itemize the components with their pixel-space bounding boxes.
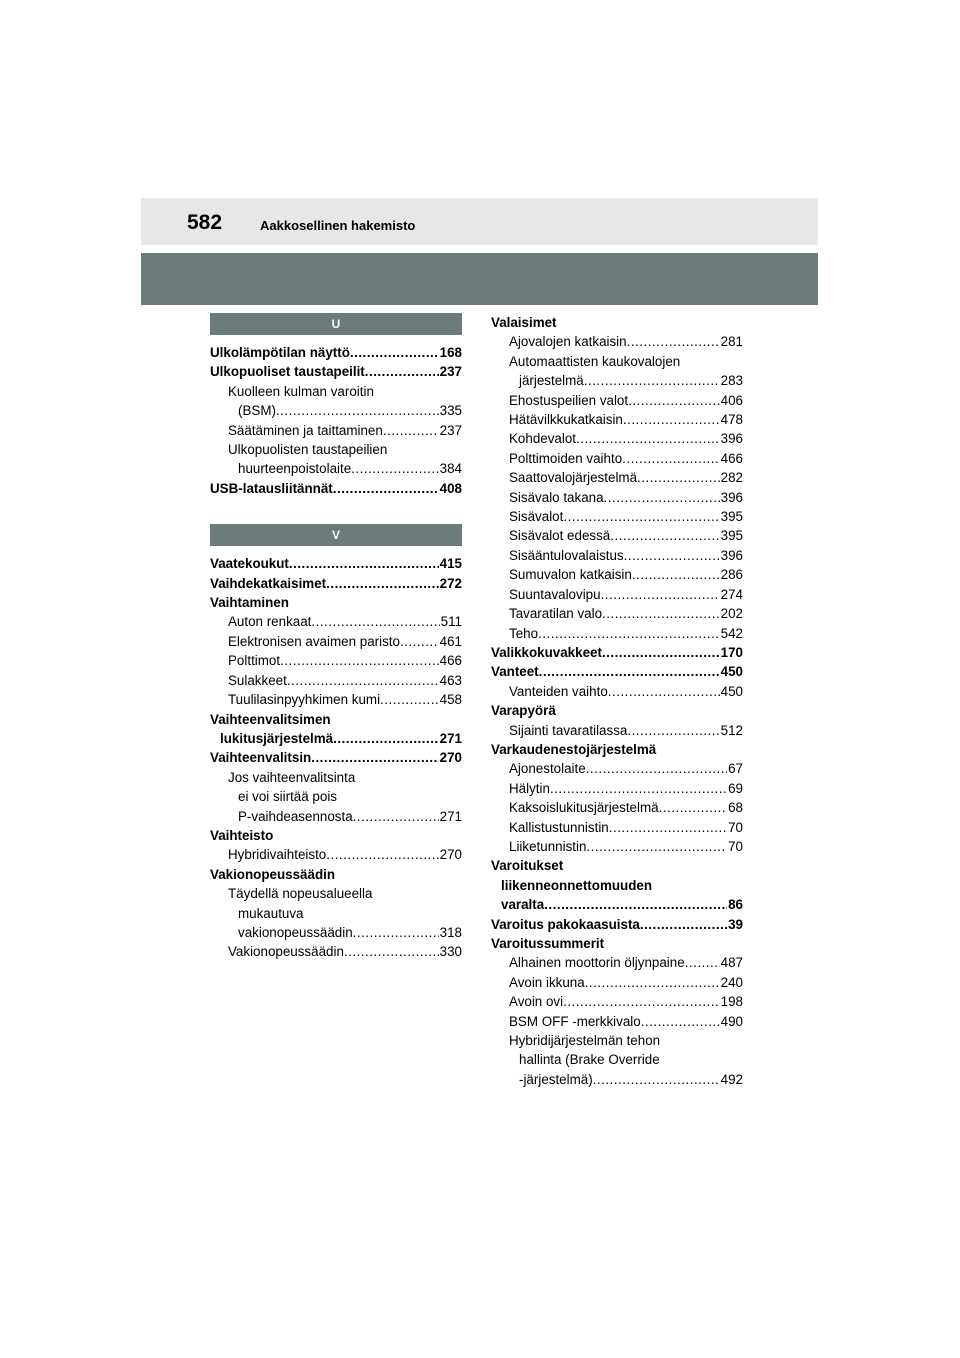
index-entry	[491, 662, 743, 681]
index-entry-label: järjestelmä	[519, 373, 584, 389]
dot-leader	[623, 410, 720, 429]
index-entry-page: 270	[439, 847, 462, 863]
dot-leader	[326, 574, 439, 593]
index-entry	[491, 973, 743, 992]
index-entry-page: 512	[720, 722, 743, 738]
decorative-band	[141, 253, 818, 305]
index-entry-label: Hätävilkkukatkaisin	[509, 412, 623, 428]
index-entry: ei voi siirtää pois	[238, 789, 337, 805]
dot-leader	[563, 992, 720, 1011]
index-entry-page: 466	[439, 653, 462, 669]
index-entry-label: huurteenpoistolaite	[238, 461, 352, 477]
index-entry-label: varalta	[501, 897, 545, 913]
index-entry	[491, 449, 743, 468]
index-entry-label: Vaihdekatkaisimet	[210, 575, 327, 591]
dot-leader	[351, 459, 438, 478]
index-entry-label: Polttimot	[228, 653, 281, 669]
index-entry-page: 283	[720, 373, 743, 389]
index-entry-label: Ajovalojen katkaisin	[509, 334, 627, 350]
index-entry-label: Ulkolämpötilan näyttö	[210, 345, 350, 360]
index-entry-page: 542	[720, 625, 743, 641]
index-entry-page: 270	[439, 750, 462, 766]
dot-leader	[383, 421, 439, 440]
index-entry-page: 282	[720, 470, 743, 486]
index-entry: Varoitussummerit	[491, 936, 605, 951]
index-entry-label: Vanteet	[491, 664, 539, 680]
index-entry	[491, 953, 743, 972]
index-entry	[210, 807, 462, 826]
dot-leader	[333, 729, 439, 748]
index-entry-label: Saattovalojärjestelmä	[509, 470, 638, 486]
index-entry-page: 272	[439, 575, 462, 591]
dot-leader	[628, 391, 720, 410]
index-entry-label: Varoitus pakokaasuista	[491, 916, 640, 932]
index-entry-page: 450	[720, 683, 743, 699]
index-entry-page: 67	[728, 761, 743, 777]
index-entry-label: Suuntavalovipu	[509, 586, 601, 602]
dot-leader	[640, 915, 727, 934]
index-entry	[210, 845, 462, 864]
index-entry-label: lukitusjärjestelmä	[220, 730, 334, 746]
page-number: 582	[187, 211, 223, 234]
index-entry-label: Kallistustunnistin	[509, 819, 609, 835]
dot-leader	[353, 807, 439, 826]
dot-leader	[344, 942, 439, 961]
index-list-u	[210, 343, 462, 498]
index-entry: Täydellä nopeusalueella	[228, 886, 373, 902]
index-entry: Hybridijärjestelmän tehon	[509, 1033, 661, 1049]
dot-leader	[624, 546, 720, 565]
dot-leader	[280, 651, 439, 670]
index-entry-page: 490	[720, 1013, 743, 1029]
index-entry-page: 463	[439, 672, 462, 688]
dot-leader	[586, 837, 727, 856]
index-entry-page: 330	[439, 944, 462, 960]
dot-leader	[311, 748, 438, 767]
index-entry-page: 406	[720, 392, 743, 408]
dot-leader	[627, 721, 719, 740]
index-entry	[210, 942, 462, 961]
index-entry	[210, 343, 462, 362]
index-entry	[210, 671, 462, 690]
index-entry-label: Ulkopuoliset taustapeilit	[210, 364, 365, 380]
index-entry	[210, 923, 462, 942]
index-entry	[491, 759, 743, 778]
index-entry-label: Tuulilasinpyyhkimen kumi	[228, 692, 381, 708]
index-entry-label: BSM OFF -merkkivalo	[509, 1013, 641, 1029]
index-entry	[491, 818, 743, 837]
index-entry-label: vakionopeussäädin	[238, 924, 353, 940]
index-column-left	[210, 313, 462, 962]
index-entry-page: 271	[439, 730, 462, 746]
index-entry	[491, 721, 743, 740]
index-entry-label: Sisävalo takana	[509, 489, 604, 505]
index-entry-page: 70	[728, 838, 743, 854]
index-entry	[491, 526, 743, 545]
index-entry-page: 396	[720, 489, 743, 505]
dot-leader	[289, 554, 439, 573]
index-entry-page: 202	[720, 606, 743, 622]
index-entry-label: (BSM)	[238, 403, 276, 419]
index-entry	[491, 837, 743, 856]
index-entry-label: Vakionopeussäädin	[228, 944, 344, 960]
index-entry-page: 240	[720, 974, 743, 990]
index-entry: Vaihtaminen	[210, 595, 289, 611]
index-entry-label: Säätäminen ja taittaminen	[228, 422, 383, 438]
index-entry-page: 168	[439, 345, 462, 360]
index-entry-page: 271	[439, 808, 462, 824]
index-entry: Varapyörä	[491, 703, 556, 719]
dot-leader	[311, 612, 439, 631]
index-entry-page: 69	[728, 780, 743, 796]
index-entry-label: P-vaihdeasennosta	[238, 808, 353, 824]
index-entry-label: Hälytin	[509, 780, 550, 796]
index-entry-page: 318	[439, 924, 462, 940]
index-entry	[210, 632, 462, 651]
index-entry: Vaihteisto	[210, 827, 274, 843]
index-entry: Kuolleen kulman varoitin	[228, 383, 374, 399]
dot-leader	[627, 332, 720, 351]
index-entry	[491, 798, 743, 817]
dot-leader	[333, 479, 439, 498]
index-entry	[210, 401, 462, 420]
dot-leader	[610, 526, 719, 545]
dot-leader	[550, 779, 727, 798]
index-entry-label: Ehostuspeilien valot	[509, 392, 629, 408]
dot-leader	[593, 1070, 720, 1089]
index-entry-label: Kaksoislukitusjärjestelmä	[509, 800, 659, 816]
index-entry-label: Alhainen moottorin öljynpaine	[509, 955, 685, 971]
index-entry	[210, 748, 462, 767]
dot-leader	[585, 973, 720, 992]
dot-leader	[584, 371, 720, 390]
dot-leader	[276, 401, 439, 420]
index-entry-label: Vanteiden vaihto	[509, 683, 608, 699]
index-entry-label: USB-latausliitännät	[210, 480, 333, 496]
index-entry-label: Teho	[509, 625, 539, 641]
index-entry-page: 408	[439, 480, 462, 496]
dot-leader	[659, 798, 728, 817]
dot-leader	[350, 343, 439, 362]
index-entry-label: Liiketunnistin	[509, 838, 587, 854]
index-entry	[491, 1070, 743, 1089]
index-entry	[210, 479, 462, 498]
dot-leader	[685, 953, 720, 972]
index-entry	[491, 624, 743, 643]
index-entry-label: Sisääntulovalaistus	[509, 547, 624, 563]
index-entry	[210, 729, 462, 748]
dot-leader	[538, 624, 720, 643]
index-entry-page: 237	[439, 364, 462, 380]
index-entry-page: 281	[720, 334, 743, 350]
dot-leader	[604, 488, 720, 507]
page-header	[141, 198, 818, 245]
dot-leader	[326, 845, 438, 864]
index-entry	[210, 574, 462, 593]
index-list-v-continued	[491, 313, 743, 1089]
index-entry: liikenneonnettomuuden	[501, 877, 653, 893]
index-entry	[491, 604, 743, 623]
index-entry	[210, 554, 462, 573]
letter-heading-u: U	[210, 313, 462, 335]
index-entry-page: 335	[439, 403, 462, 419]
index-entry	[210, 651, 462, 670]
index-entry-page: 478	[720, 412, 743, 428]
index-entry: mukautuva	[238, 905, 304, 921]
index-entry-label: Sisävalot	[509, 509, 564, 525]
index-entry-page: 170	[720, 644, 743, 660]
index-list-v	[210, 554, 462, 962]
index-entry: Vaihteenvalitsimen	[210, 711, 331, 727]
index-entry	[491, 643, 743, 662]
index-entry	[491, 565, 743, 584]
dot-leader	[544, 895, 727, 914]
index-entry-label: Kohdevalot	[509, 431, 577, 447]
index-entry-page: 395	[720, 528, 743, 544]
index-entry-label: -järjestelmä)	[519, 1071, 593, 1087]
index-entry-label: Tavaratilan valo	[509, 606, 603, 622]
dot-leader	[622, 449, 720, 468]
index-entry	[491, 332, 743, 351]
index-entry	[491, 468, 743, 487]
index-entry	[491, 682, 743, 701]
index-entry	[210, 459, 462, 478]
dot-leader	[637, 468, 720, 487]
dot-leader	[353, 923, 439, 942]
index-entry	[210, 362, 462, 381]
index-entry-page: 466	[720, 450, 743, 466]
index-entry	[210, 612, 462, 631]
index-entry: Jos vaihteenvalitsinta	[228, 769, 356, 785]
index-entry-page: 487	[720, 955, 743, 971]
dot-leader	[400, 632, 439, 651]
dot-leader	[641, 1012, 720, 1031]
index-entry-label: Auton renkaat	[228, 614, 312, 630]
dot-leader	[602, 604, 720, 623]
index-entry-label: Valikkokuvakkeet	[491, 644, 602, 660]
letter-heading-v: V	[210, 524, 462, 546]
index-entry	[491, 585, 743, 604]
dot-leader	[601, 585, 720, 604]
index-entry-page: 237	[439, 422, 462, 438]
dot-leader	[632, 565, 720, 584]
index-entry-label: Sumuvalon katkaisin	[509, 567, 632, 583]
index-entry	[491, 1012, 743, 1031]
index-entry-label: Avoin ovi	[509, 994, 564, 1010]
index-entry-label: Ajonestolaite	[509, 761, 586, 777]
dot-leader	[380, 690, 439, 709]
index-entry: Automaattisten kaukovalojen	[509, 353, 681, 369]
index-entry-label: Sisävalot edessä	[509, 528, 611, 544]
index-entry	[210, 690, 462, 709]
index-entry-label: Vaihteenvalitsin	[210, 750, 312, 766]
index-entry-label: Sijainti tavaratilassa	[509, 722, 628, 738]
dot-leader	[563, 507, 719, 526]
index-entry-page: 415	[439, 556, 462, 572]
index-entry: Ulkopuolisten taustapeilien	[228, 442, 388, 458]
index-entry-page: 86	[728, 897, 743, 913]
index-entry-page: 274	[720, 586, 743, 602]
index-entry-page: 68	[728, 800, 743, 816]
index-entry-page: 492	[720, 1071, 743, 1087]
index-entry-page: 461	[439, 633, 462, 649]
index-entry-page: 286	[720, 567, 743, 583]
dot-leader	[602, 643, 720, 662]
index-entry-page: 458	[439, 692, 462, 708]
index-entry-page: 396	[720, 547, 743, 563]
index-entry	[491, 371, 743, 390]
index-entry-label: Sulakkeet	[228, 672, 287, 688]
index-entry-label: Hybridivaihteisto	[228, 847, 327, 863]
index-entry	[491, 992, 743, 1011]
dot-leader	[539, 662, 720, 681]
index-entry-page: 395	[720, 509, 743, 525]
index-entry-page: 384	[439, 461, 462, 477]
dot-leader	[576, 429, 720, 448]
index-entry: hallinta (Brake Override	[519, 1052, 660, 1068]
index-entry	[491, 895, 743, 914]
index-entry	[491, 779, 743, 798]
index-entry	[491, 546, 743, 565]
index-entry-page: 70	[728, 819, 743, 835]
index-entry: Valaisimet	[491, 315, 557, 330]
section-title: Aakkosellinen hakemisto	[260, 218, 416, 233]
dot-leader	[608, 682, 720, 701]
index-entry	[491, 488, 743, 507]
index-entry	[210, 421, 462, 440]
index-entry-page: 511	[440, 614, 462, 630]
index-entry: Vakionopeussäädin	[210, 866, 336, 882]
index-entry: Varoitukset	[491, 858, 564, 874]
index-column-right	[491, 313, 743, 1089]
dot-leader	[609, 818, 727, 837]
index-entry-page: 396	[720, 431, 743, 447]
index-entry: Varkaudenestojärjestelmä	[491, 741, 657, 757]
index-entry-label: Elektronisen avaimen paristo	[228, 633, 400, 649]
index-entry-label: Polttimoiden vaihto	[509, 450, 623, 466]
index-entry-page: 450	[720, 664, 743, 680]
index-entry	[491, 391, 743, 410]
index-entry	[491, 915, 743, 934]
index-entry-label: Vaatekoukut	[210, 556, 289, 572]
index-entry	[491, 429, 743, 448]
index-entry-label: Avoin ikkuna	[509, 974, 585, 990]
dot-leader	[287, 671, 439, 690]
dot-leader	[586, 759, 727, 778]
index-entry-page: 39	[728, 916, 743, 932]
dot-leader	[365, 362, 439, 381]
index-entry	[491, 410, 743, 429]
index-entry	[491, 507, 743, 526]
index-entry-page: 198	[720, 994, 743, 1010]
